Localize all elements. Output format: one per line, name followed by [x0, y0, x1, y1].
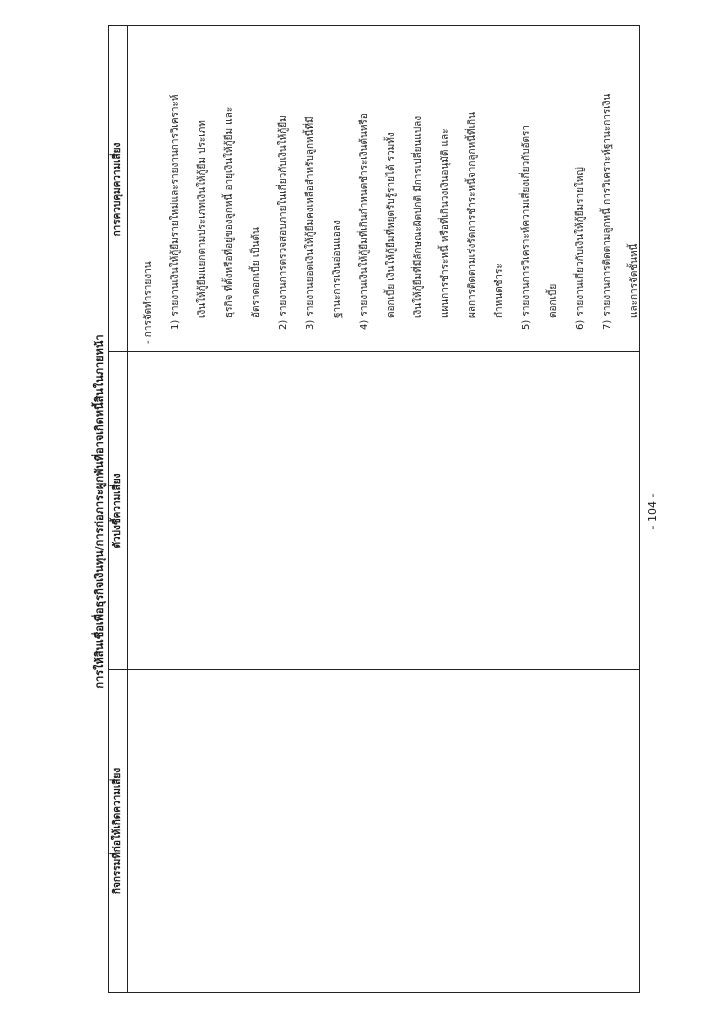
risk-control-cell — [135, 32, 648, 344]
control-line: ฐานะการเงินอ่อนแอลง — [332, 220, 343, 318]
control-line: 7) รายงานการติดตามลูกหนี้ การวิเคราะห์ฐานะการเงิน — [602, 93, 613, 330]
control-line: 5) รายงานการวิเคราะห์ความเสี่ยงเกี่ยวกับอัตรา — [521, 125, 532, 330]
control-line: ผลการติดตามเร่งรัดการชำระหนี้จากลูกหนี้ที่เกิน — [467, 112, 478, 318]
control-line: และการจัดชั้นหนี้ — [629, 243, 640, 318]
control-line: 6) รายงานเกี่ยวกับเงินให้กู้ยืมรายใหญ่ — [575, 167, 586, 330]
header-divider — [127, 26, 128, 992]
page-number: - 104 - — [646, 493, 659, 530]
document-title: การให้สินเชื่อเพื่อธุรกิจเงินทุน/การก่อภาระผูกพันที่อาจเกิดหนี้สินในภายหน้า — [93, 334, 106, 689]
control-line: อัตราดอกเบี้ย เป็นต้น — [251, 227, 262, 318]
control-line: เงินให้กู้ยืมแยกตามประเภทเงินให้กู้ยืม ประเภท — [197, 120, 208, 318]
control-line: 1) รายงานเงินให้กู้ยืมรายใหม่และรายงานการวิเคราะห์ — [170, 94, 181, 330]
control-lines — [162, 32, 648, 344]
control-line: 3) รายงานยอดเงินให้กู้ยืมคงเหลือสำหรับลูกหนี้ที่มี — [305, 116, 316, 330]
column-divider-1 — [109, 669, 639, 670]
header-risk-activity: กิจกรรมที่ก่อให้เกิดความเสี่ยง — [112, 767, 123, 895]
header-risk-indicator: ตัวบ่งชี้ความเสี่ยง — [112, 473, 123, 549]
control-line: เงินให้กู้ยืมที่มีลักษณะผิดปกติ มีการเปลี่ยนแปลง — [413, 115, 424, 318]
control-line: ดอกเบี้ย — [548, 283, 559, 318]
control-line: แผนการชำระหนี้ หรือที่เกินวงเงินอนุมัติ และ — [440, 128, 451, 318]
risk-table — [108, 25, 640, 993]
control-line: 4) รายงานเงินให้กู้ยืมที่เกินกำหนดชำระเงินต้นหรือ — [359, 113, 370, 330]
column-divider-2 — [109, 351, 639, 352]
control-line: ธุรกิจ ที่ตั้งหรือที่อยู่ของลูกหนี้ อายุเงินให้กู้ยืม และ — [224, 106, 235, 318]
controls-heading: - การจัดทำรายงาน — [143, 261, 154, 344]
control-line: 2) รายงานการตรวจสอบภายในเกี่ยวกับเงินให้กู้ยืม — [278, 115, 289, 330]
header-risk-control: การควบคุมความเสี่ยง — [112, 142, 123, 237]
control-line: ดอกเบี้ย เงินให้กู้ยืมที่หยุดรับรู้รายได้ รวมทั้ง — [386, 132, 397, 318]
control-line: กำหนดชำระ — [494, 263, 505, 318]
